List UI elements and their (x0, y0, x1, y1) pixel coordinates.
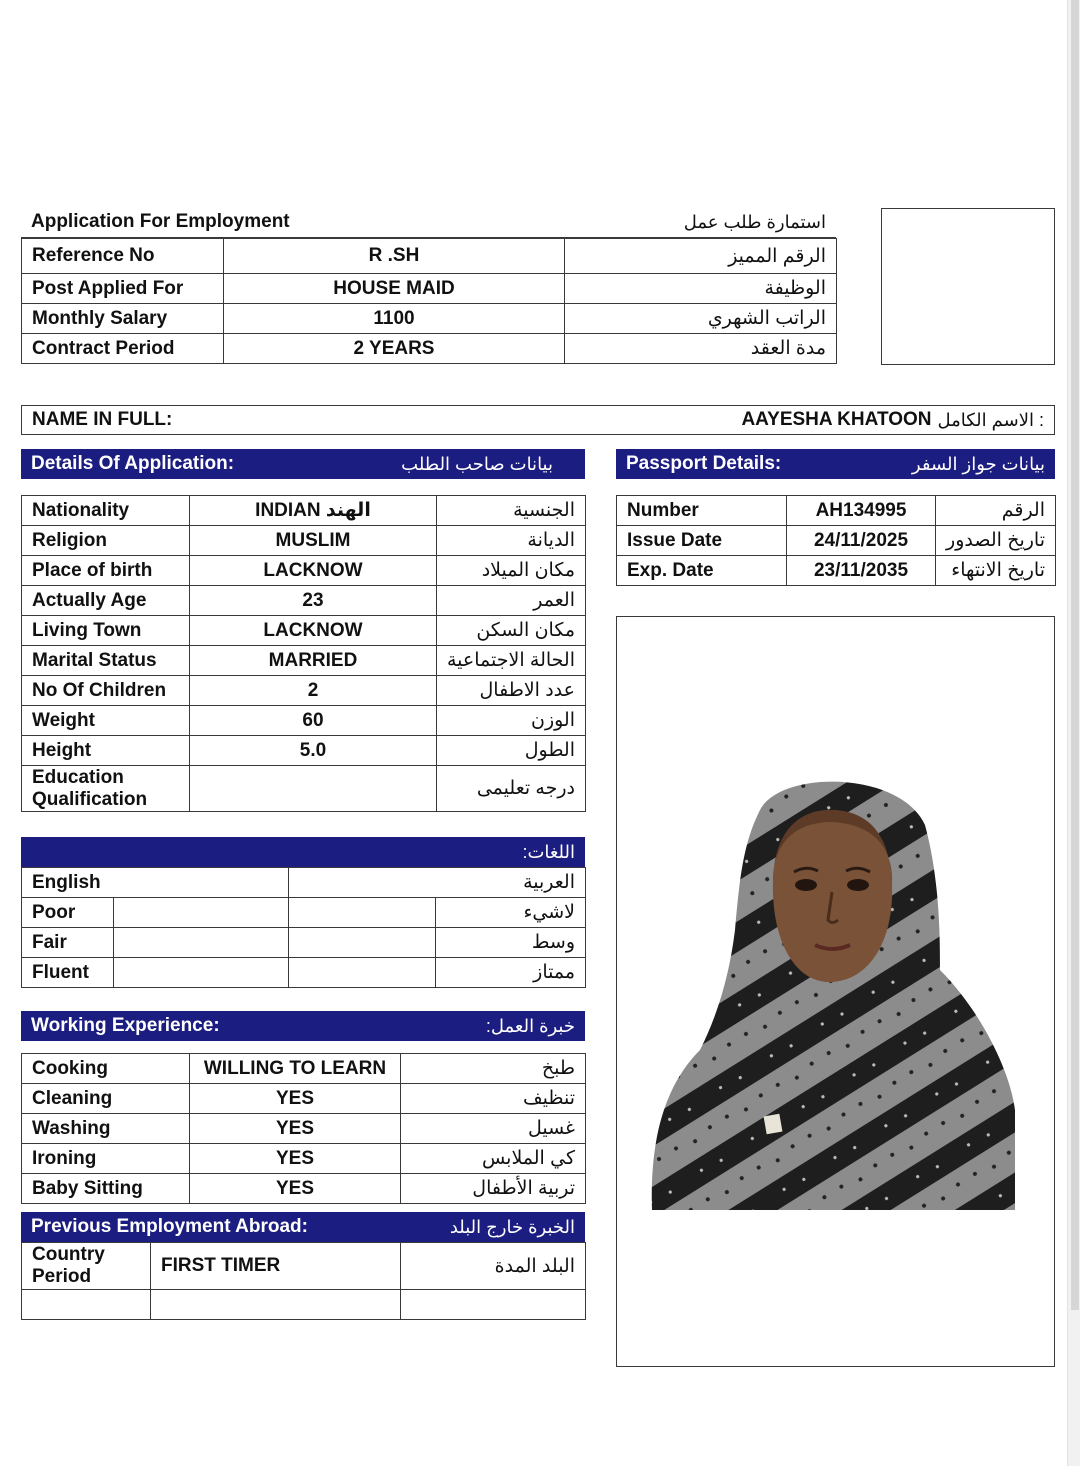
experience-row (22, 1084, 586, 1114)
details-label: Religion (22, 526, 190, 556)
languages-header-ar: اللغات: (522, 841, 575, 862)
summary-row (22, 334, 837, 364)
experience-value: YES (190, 1084, 401, 1114)
details-row (22, 736, 586, 766)
passport-value: 24/11/2025 (787, 526, 936, 556)
passport-row (617, 496, 1056, 526)
arabic-label: العربية (289, 868, 586, 898)
passport-header-ar: بيانات جواز السفر (911, 453, 1045, 474)
details-label: No Of Children (22, 676, 190, 706)
education-value (190, 766, 437, 812)
level-label-ar: وسط (436, 928, 586, 958)
details-label: Place of birth (22, 556, 190, 586)
details-value: INDIAN الهند (190, 496, 437, 526)
details-value: 2 (190, 676, 437, 706)
previous-row-empty (22, 1290, 586, 1320)
details-label-ar: مكان الميلاد (437, 556, 586, 586)
passport-value: 23/11/2035 (787, 556, 936, 586)
details-label: Living Town (22, 616, 190, 646)
summary-label: Post Applied For (22, 274, 224, 304)
education-label (22, 766, 190, 812)
details-row (22, 616, 586, 646)
education-label-ar: درجه تعليمى (437, 766, 586, 812)
experience-label-ar: كي الملابس (401, 1144, 586, 1174)
empty-cell (401, 1290, 586, 1320)
applicant-photo (640, 770, 1030, 1210)
arabic-level-cell (289, 898, 436, 928)
languages-header (21, 837, 585, 867)
form-title-ar: استمارة طلب عمل (683, 211, 826, 232)
experience-table (21, 1053, 586, 1204)
passport-label: Exp. Date (617, 556, 787, 586)
details-row (22, 496, 586, 526)
experience-label: Ironing (22, 1144, 190, 1174)
summary-value: HOUSE MAID (224, 274, 565, 304)
experience-row (22, 1174, 586, 1204)
previous-row (22, 1243, 586, 1290)
previous-header-en: Previous Employment Abroad: (31, 1216, 308, 1237)
details-value: LACKNOW (190, 616, 437, 646)
summary-value: R .SH (224, 239, 565, 274)
experience-label: Cleaning (22, 1084, 190, 1114)
scrollbar-thumb[interactable] (1071, 0, 1079, 1310)
details-value: MARRIED (190, 646, 437, 676)
previous-header-ar: الخبرة خارج البلد (449, 1216, 575, 1237)
summary-table (21, 238, 837, 364)
details-label-ar: الديانة (437, 526, 586, 556)
small-photo-box (881, 208, 1055, 365)
passport-row (617, 556, 1056, 586)
level-label: Fluent (22, 958, 114, 988)
page-scrollbar[interactable] (1067, 0, 1080, 1466)
experience-label-ar: تربية الأطفال (401, 1174, 586, 1204)
previous-label-ar: البلد المدة (401, 1243, 586, 1290)
details-table (21, 495, 586, 812)
passport-header (616, 449, 1055, 479)
languages-row (22, 868, 586, 898)
experience-value: YES (190, 1174, 401, 1204)
experience-value: YES (190, 1144, 401, 1174)
experience-row (22, 1114, 586, 1144)
previous-label-2: Period (32, 1266, 92, 1287)
details-row (22, 526, 586, 556)
details-label-ar: عدد الاطفال (437, 676, 586, 706)
previous-header (21, 1212, 585, 1242)
summary-value: 1100 (224, 304, 565, 334)
languages-row (22, 958, 586, 988)
previous-label-1: Country (32, 1244, 105, 1265)
level-label-ar: لاشيء (436, 898, 586, 928)
experience-value: WILLING TO LEARN (190, 1054, 401, 1084)
passport-table (616, 495, 1056, 586)
details-label-ar: الوزن (437, 706, 586, 736)
details-row (22, 646, 586, 676)
summary-label: Contract Period (22, 334, 224, 364)
name-right (741, 409, 1044, 431)
details-label-ar: العمر (437, 586, 586, 616)
summary-label-ar: الوظيفة (565, 274, 837, 304)
details-label: Marital Status (22, 646, 190, 676)
applicant-photo-icon (640, 770, 1030, 1210)
details-value: 60 (190, 706, 437, 736)
passport-label-ar: تاريخ الانتهاء (936, 556, 1056, 586)
summary-label: Monthly Salary (22, 304, 224, 334)
english-level-cell (114, 928, 289, 958)
arabic-level-cell (289, 958, 436, 988)
details-label-ar: الطول (437, 736, 586, 766)
experience-header-ar: خبرة العمل: (485, 1015, 575, 1036)
education-label-1: Education (32, 766, 124, 788)
details-value: MUSLIM (190, 526, 437, 556)
experience-label: Washing (22, 1114, 190, 1144)
name-label: NAME IN FULL: (32, 409, 173, 430)
details-header-ar: بيانات صاحب الطلب (401, 453, 553, 474)
summary-value: 2 YEARS (224, 334, 565, 364)
details-label-ar: مكان السكن (437, 616, 586, 646)
details-value: 5.0 (190, 736, 437, 766)
summary-label-ar: الراتب الشهري (565, 304, 837, 334)
empty-cell (151, 1290, 401, 1320)
details-header-en: Details Of Application: (31, 453, 235, 474)
experience-row (22, 1054, 586, 1084)
details-header (21, 449, 585, 479)
level-label: Fair (22, 928, 114, 958)
form-title-en: Application For Employment (31, 211, 290, 232)
experience-value: YES (190, 1114, 401, 1144)
form-title-row (21, 207, 836, 238)
details-row (22, 556, 586, 586)
previous-label (22, 1243, 151, 1290)
details-value: 23 (190, 586, 437, 616)
passport-value: AH134995 (787, 496, 936, 526)
details-row (22, 676, 586, 706)
languages-row (22, 928, 586, 958)
summary-label-ar: الرقم المميز (565, 239, 837, 274)
details-label-ar: الحالة الاجتماعية (437, 646, 586, 676)
details-label: Height (22, 736, 190, 766)
summary-row (22, 274, 837, 304)
previous-table (21, 1242, 586, 1320)
english-level-cell (114, 898, 289, 928)
name-label-ar: : الاسم الكامل (937, 409, 1044, 430)
passport-label-ar: الرقم (936, 496, 1056, 526)
experience-label-ar: غسيل (401, 1114, 586, 1144)
english-level-cell (114, 958, 289, 988)
experience-header-en: Working Experience: (31, 1015, 220, 1036)
empty-cell (22, 1290, 151, 1320)
details-row (22, 586, 586, 616)
summary-row (22, 304, 837, 334)
level-label-ar: ممتاز (436, 958, 586, 988)
arabic-level-cell (289, 928, 436, 958)
details-label: Nationality (22, 496, 190, 526)
details-row (22, 706, 586, 736)
experience-label-ar: طبخ (401, 1054, 586, 1084)
passport-label: Number (617, 496, 787, 526)
languages-row (22, 898, 586, 928)
english-label: English (22, 868, 289, 898)
summary-label-ar: مدة العقد (565, 334, 837, 364)
experience-label: Baby Sitting (22, 1174, 190, 1204)
details-label: Weight (22, 706, 190, 736)
experience-header (21, 1011, 585, 1041)
summary-label: Reference No (22, 239, 224, 274)
name-bar (21, 405, 1055, 435)
previous-value: FIRST TIMER (151, 1243, 401, 1290)
summary-row (22, 239, 837, 274)
experience-label-ar: تنظيف (401, 1084, 586, 1114)
passport-header-en: Passport Details: (626, 453, 782, 474)
details-label-ar: الجنسية (437, 496, 586, 526)
details-value: LACKNOW (190, 556, 437, 586)
passport-row (617, 526, 1056, 556)
passport-label: Issue Date (617, 526, 787, 556)
details-row-education (22, 766, 586, 812)
education-label-2: Qualification (32, 788, 148, 810)
passport-label-ar: تاريخ الصدور (936, 526, 1056, 556)
experience-row (22, 1144, 586, 1174)
name-value: AAYESHA KHATOON (741, 409, 932, 430)
level-label: Poor (22, 898, 114, 928)
languages-table (21, 867, 586, 988)
experience-label: Cooking (22, 1054, 190, 1084)
details-label: Actually Age (22, 586, 190, 616)
